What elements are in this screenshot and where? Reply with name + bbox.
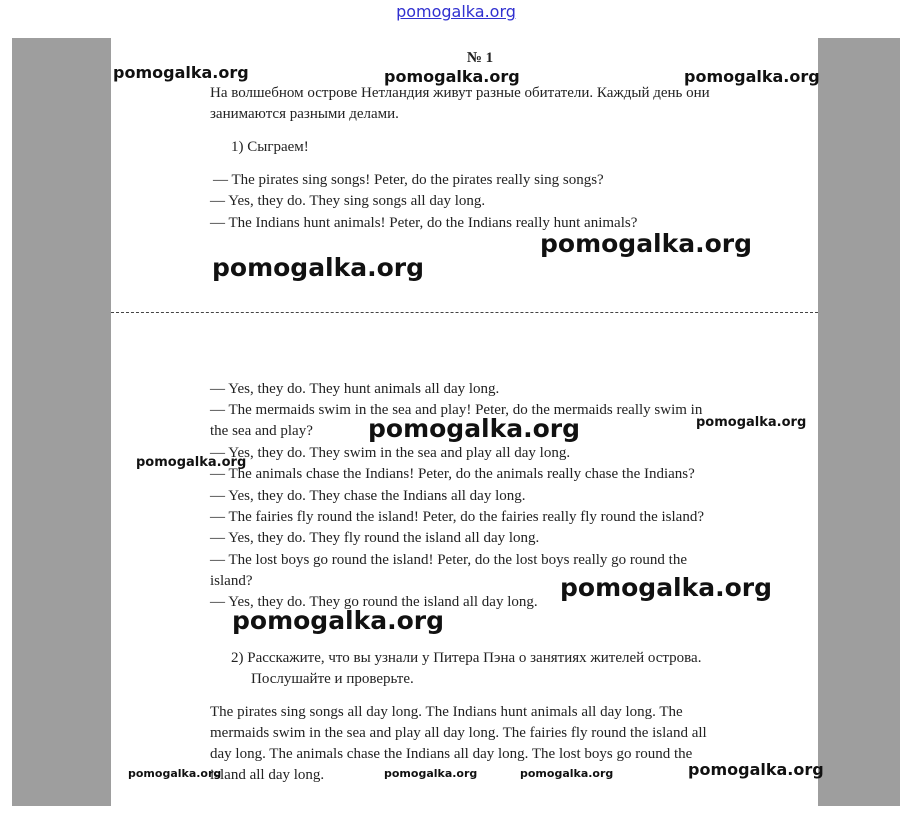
- watermark: pomogalka.org: [688, 760, 824, 779]
- dialogue-line: — The Indians hunt animals! Peter, do the Indians really hunt animals?: [210, 215, 638, 231]
- task1-heading: 1) Сыграем!: [231, 139, 309, 155]
- intro-line: занимаются разными делами.: [210, 106, 399, 122]
- watermark: pomogalka.org: [520, 767, 614, 780]
- watermark: pomogalka.org: [696, 415, 807, 430]
- dialogue-line: — The lost boys go round the island! Peter, do the lost boys really go round the: [210, 552, 687, 568]
- summary-line: island all day long.: [210, 767, 325, 783]
- watermark: pomogalka.org: [212, 253, 425, 282]
- watermark: pomogalka.org: [384, 767, 478, 780]
- watermark: pomogalka.org: [113, 63, 249, 82]
- right-margin-bar: [818, 38, 900, 806]
- dialogue-line: — Yes, they do. They fly round the island all day long.: [210, 530, 540, 546]
- dialogue-line: — The animals chase the Indians! Peter, do the animals really chase the Indians?: [210, 466, 695, 482]
- summary-line: mermaids swim in the sea and play all day long. The fairies fly round the island all: [210, 725, 707, 741]
- watermark: pomogalka.org: [136, 455, 247, 470]
- watermark: pomogalka.org: [684, 67, 820, 86]
- watermark: pomogalka.org: [368, 414, 581, 443]
- dialogue-line: the sea and play?: [210, 423, 313, 439]
- dialogue-line: island?: [210, 573, 253, 589]
- left-margin-bar: [12, 38, 111, 806]
- watermark: pomogalka.org: [128, 767, 222, 780]
- watermark: pomogalka.org: [560, 573, 773, 602]
- dialogue-line: — Yes, they do. They go round the island all day long.: [210, 594, 538, 610]
- watermark: pomogalka.org: [384, 67, 520, 86]
- dialogue-line: — The fairies fly round the island! Peter, do the fairies really fly round the island?: [210, 509, 704, 525]
- dialogue-line: — Yes, they do. They swim in the sea and play all day long.: [210, 445, 571, 461]
- task2-line: Послушайте и проверьте.: [251, 671, 414, 687]
- dialogue-line: — Yes, they do. They chase the Indians all day long.: [210, 488, 526, 504]
- dialogue-line: — Yes, they do. They hunt animals all day long.: [210, 381, 500, 397]
- intro-line: На волшебном острове Нетландия живут разные обитатели. Каждый день они: [210, 85, 710, 101]
- summary-line: day long. The animals chase the Indians all day long. The lost boys go round the: [210, 746, 693, 762]
- task-number: № 1: [466, 50, 494, 66]
- dialogue-line: — The mermaids swim in the sea and play! Peter, do the mermaids really swim in: [210, 402, 703, 418]
- watermark: pomogalka.org: [232, 606, 445, 635]
- summary-line: The pirates sing songs all day long. The Indians hunt animals all day long. The: [210, 704, 683, 720]
- site-link[interactable]: pomogalka.org: [396, 2, 516, 21]
- dialogue-line: — The pirates sing songs! Peter, do the pirates really sing songs?: [213, 172, 604, 188]
- dialogue-line: — Yes, they do. They sing songs all day long.: [210, 193, 486, 209]
- page-break-divider: [111, 312, 818, 313]
- task2-line: 2) Расскажите, что вы узнали у Питера Пэна о занятиях жителей острова.: [231, 650, 702, 666]
- watermark: pomogalka.org: [540, 229, 753, 258]
